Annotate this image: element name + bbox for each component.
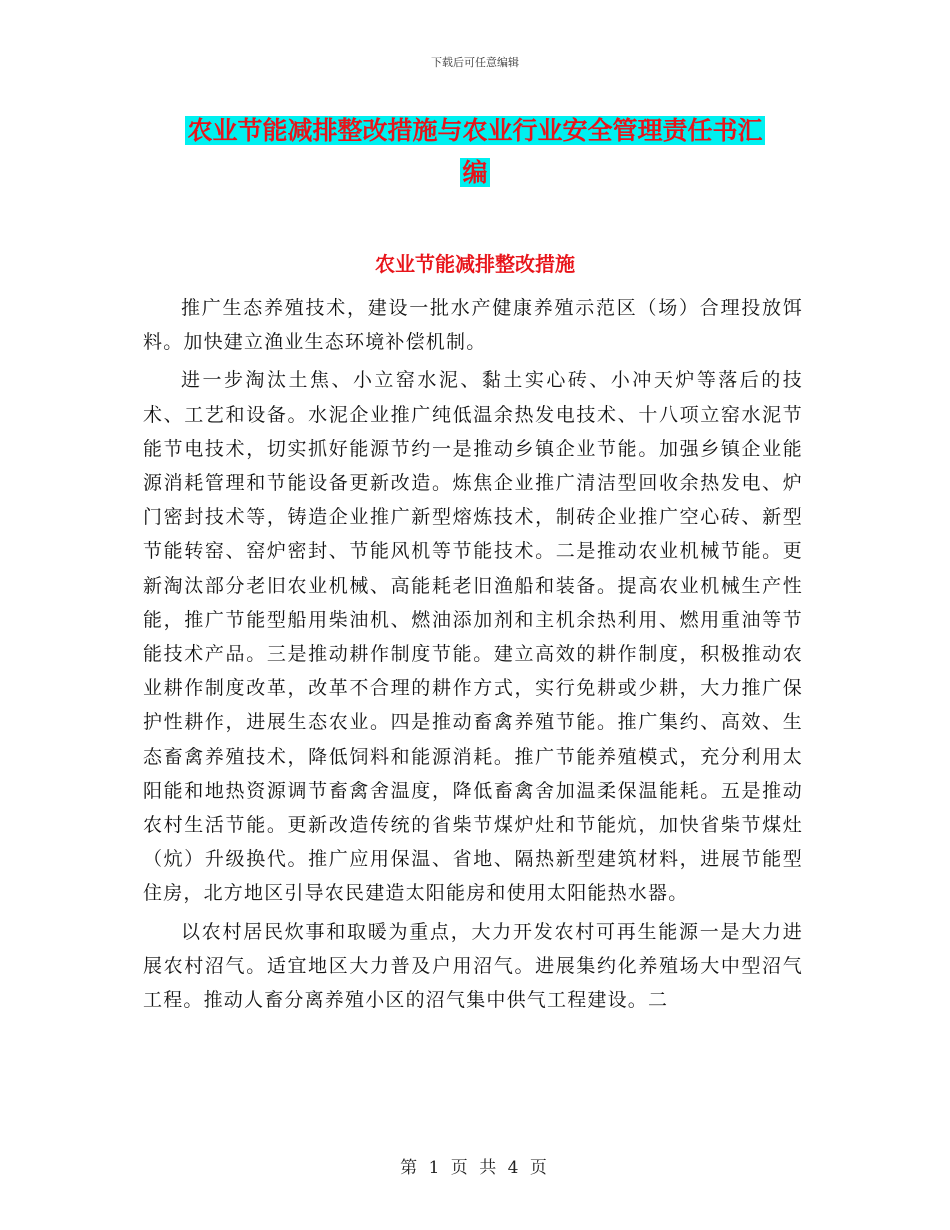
section-title: 农业节能减排整改措施 <box>375 252 575 276</box>
page-header-note: 下载后可任意编辑 <box>431 56 519 69</box>
document-title <box>140 110 810 194</box>
paragraph: 以农村居民炊事和取暖为重点，大力开发农村可再生能源一是大力进展农村沼气。适宜地区大力普及户用沼气。进展集约化养殖场大中型沼气工程。推动人畜分离养殖小区的沼气集中供气工程建设。二 <box>143 920 803 1012</box>
paragraph: 推广生态养殖技术，建设一批水产健康养殖示范区（场）合理投放饵料。加快建立渔业生态环境补偿机制。 <box>143 297 803 354</box>
document-title-line-2: 编 <box>462 158 488 187</box>
document-body <box>143 291 803 1021</box>
page-number-footer: 第 1 页 共 4 页 <box>400 1158 550 1178</box>
document-title-line-1: 农业节能减排整改措施与农业行业安全管理责任书汇 <box>187 116 763 145</box>
paragraph: 进一步淘汰土焦、小立窑水泥、黏土实心砖、小冲天炉等落后的技术、工艺和设备。水泥企业推广纯低温余热发电技术、十八项立窑水泥节能节电技术，切实抓好能源节约一是推动乡镇企业节能。加强乡镇企业能源消耗管理和节能设备更新改造。炼焦企业推广清洁型回收余热发电、炉门密封技术等，铸造企业推广新型熔炼技术，制砖企业推广空心砖、新型节能转窑、窑炉密封、节能风机等节能技术。二是推动农业机械节能。更新淘汰部分老旧农业机械、高能耗老旧渔船和装备。提高农业机械生产性能，推广节能型船用柴油机、燃油添加剂和主机余热利用、燃用重油等节能技术产品。三是推动耕作制度节能。建立高效的耕作制度，积极推动农业耕作制度改革，改革不合理的耕作方式，实行免耕或少耕，大力推广保护性耕作，进展生态农业。四是推动畜禽养殖节能。推广集约、高效、生态畜禽养殖技术，降低饲料和能源消耗。推广节能养殖模式，充分利用太阳能和地热资源调节畜禽舍温度，降低畜禽舍加温柔保温能耗。五是推动农村生活节能。更新改造传统的省柴节煤炉灶和节能炕，加快省柴节煤灶（炕）升级换代。推广应用保温、省地、隔热新型建筑材料，进展节能型住房，北方地区引导农民建造太阳能房和使用太阳能热水器。 <box>143 369 803 905</box>
